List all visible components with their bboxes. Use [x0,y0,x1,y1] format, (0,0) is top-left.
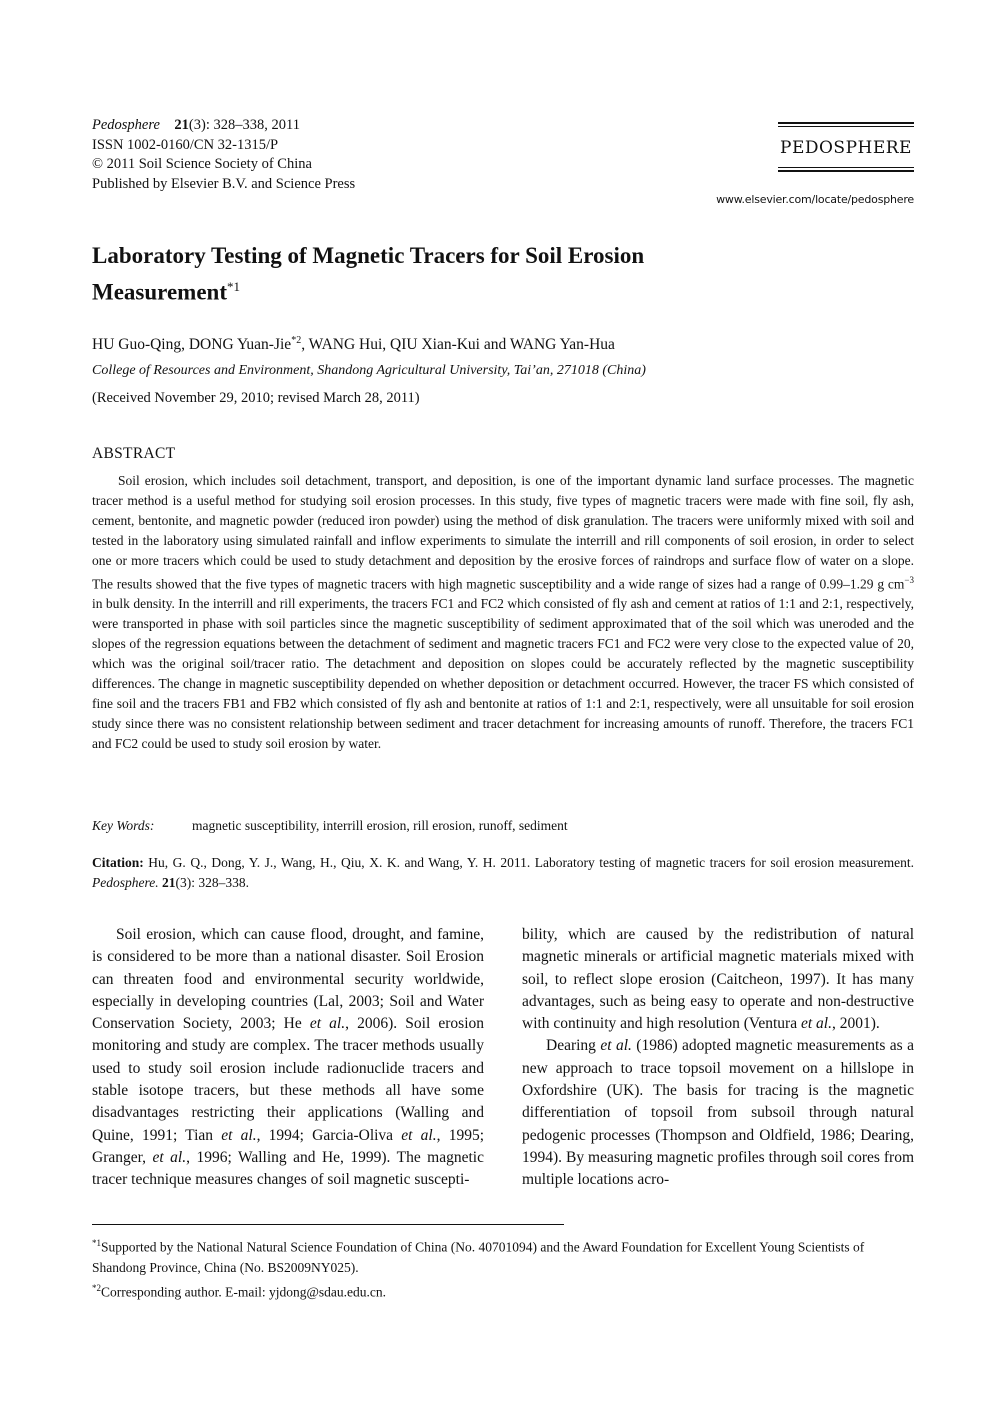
citation [92,853,914,893]
logo-rule-bottom-thin [778,167,914,168]
citation-label: Citation: [92,855,144,870]
copyright-icon: © [92,156,104,173]
body-text: , 1995; Granger, [92,1126,484,1166]
title-footnote-mark[interactable]: *1 [226,279,240,294]
body-text: bility, which are caused by the redistribution of natural magnetic minerals or artificial magnetic materials mixed with soil, to reflect slope erosion (Caitcheon, 1997). It has many advantages, such as being easy to operate and non-destructive with continuity and high resolution (Ventura [522,926,914,1033]
et-al: et al. [152,1148,187,1166]
abstract-exponent: −3 [904,574,914,585]
journal-meta [92,116,355,194]
journal-issue-pages: (3): 328–338, 2011 [188,117,300,133]
copyright-line [92,155,355,175]
citation-pages: (3): 328–338. [175,875,249,890]
affiliation: College of Resources and Environment, Shandong Agricultural University, Tai’an, 271018 (China) [92,363,646,378]
body-text: (1986) adopted magnetic measurements as a new approach to trace topsoil movement on a hillslope in Oxfordshire (UK). The basis for tracing is the magnetic differentiation of topsoil from subsoil through natural pedogenic processes (Thompson and Oldfield, 1986; Dearing, 1994). By measuring magnetic profiles through soil cores from multiple locations acro- [522,1037,915,1189]
citation-journal: Pedosphere. [92,875,159,890]
journal-volume: 21 [174,117,189,133]
received-dates: (Received November 29, 2010; revised March 28, 2011) [92,390,420,406]
keywords-text: magnetic susceptibility, interrill erosion, rill erosion, runoff, sediment [192,818,568,833]
body-text: Dearing [546,1037,596,1055]
keywords [92,818,568,834]
footnote-1-mark: *1 [92,1238,101,1248]
et-al: et al. [800,1015,832,1033]
article-title-text: Laboratory Testing of Magnetic Tracers for Soil Erosion Measurement [92,243,645,305]
article-title [92,240,732,308]
logo-rule-bottom [778,170,914,172]
footnote-1-text: Supported by the National Natural Science Foundation of China (No. 40701094) and the Award Foundation for Excellent Young Scientists of Shandong Province, China (No. BS2009NY025). [92,1239,865,1275]
body-column-left [92,924,484,1192]
issn: ISSN 1002-0160/CN 32-1315/P [92,136,279,153]
logo-rule-top [778,122,914,124]
authors-rest: , WANG Hui, QIU Xian-Kui and WANG Yan-Hua [301,336,615,354]
journal-logo [778,122,914,174]
body-text: , 1994; Garcia-Oliva [256,1126,394,1144]
abstract-body [92,471,914,754]
keywords-label: Key Words: [92,818,155,833]
body-column-right [522,924,914,1192]
logo-text: PEDOSPHERE [780,138,912,158]
body-text: , 1996; Walling and He, 1999). The magnetic tracer technique measures changes of soil magnetic suscepti- [92,1148,484,1189]
logo-rule-top-thin [778,126,914,127]
et-al: et al. [600,1037,632,1055]
abstract-text-1: Soil erosion, which includes soil detachment, transport, and deposition, is one of the important dynamic land surface processes. The magnetic tracer method is a useful method for studying soil erosion processes. In this study, five types of magnetic tracers were made with fine soil, fly ash, cement, bentonite, and magnetic powder (reduced iron powder) using the method of disk granulation. The tracers were uniformly mixed with soil and tested in the laboratory using simulated rainfall and inflow experiments to simulate the interrill and rill components of soil erosion, in order to select one or more tracers which could be used to study detachment and deposition by the erosive forces of raindrops and surface flow of water on a slope. The results showed that the five types of magnetic tracers with high magnetic susceptibility and a wide range of sizes had a range of 0.99–1.29 g cm [92,473,914,592]
abstract-text-2: in bulk density. In the interrill and rill experiments, the tracers FC1 and FC2 which consisted of fly ash and cement at ratios of 1:1 and 2:1, respectively, were transported in phase with soil particles since the magnetic susceptibility of sediment approximated that of the soil which was uneroded and the slopes of the regression equations between the detachment of sediment and magnetic tracers FC1 and FC2 were very close to the expected value of 20, which was the original soil/tracer ratio. The detachment and deposition on slopes could be accurately reflected by the magnetic susceptibility differences. The change in magnetic susceptibility depended on whether deposition or detachment occurred. However, the tracer FS which consisted of fine soil and the tracers FB1 and FB2 which consisted of fly ash and bentonite at ratios of 1:1 and 2:1, respectively, were all unsuitable for soil erosion study since there was no consistent relationship between sediment and tracer detachment for increasing amounts of runoff. Therefore, the tracers FC1 and FC2 could be used to study soil erosion by water. [92,596,914,751]
body-text: , 2001). [831,1015,880,1033]
author-footnote-mark[interactable]: *2 [291,335,302,346]
footnote-2-mark: *2 [92,1282,101,1293]
et-al: et al. [221,1126,257,1144]
footnote-divider [92,1224,564,1225]
citation-text: Hu, G. Q., Dong, Y. J., Wang, H., Qiu, X. K. and Wang, Y. H. 2011. Laboratory testing of magnetic tracers for soil erosion measurement. [148,855,914,870]
publisher: Published by Elsevier B.V. and Science Press [92,175,356,192]
authors-first: HU Guo-Qing, DONG Yuan-Jie [92,336,292,354]
body-text: , 2006). Soil erosion monitoring and study are complex. The tracer methods usually used to study soil erosion include radionuclide tracers and stable isotope tracers, but these methods all have some disadvantages restricting their applications (Walling and Quine, 1991; Tian [92,1015,485,1144]
citation-volume: 21 [161,875,176,890]
body-paragraph [92,924,484,1192]
footnote-1 [92,1233,914,1278]
body-paragraph [522,924,914,1035]
et-al: et al. [401,1126,437,1144]
journal-line [92,116,355,136]
journal-name: Pedosphere [92,117,160,133]
author-list [92,335,615,354]
footnote-2 [92,1278,914,1303]
et-al: et al. [309,1015,346,1033]
footnotes [92,1233,914,1302]
abstract-heading: ABSTRACT [92,445,176,462]
copyright-text: 2011 Soil Science Society of China [106,156,312,173]
footnote-2-text: Corresponding author. E-mail: yjdong@sdau.edu.cn. [101,1284,387,1299]
body-paragraph [522,1035,914,1191]
body-text: Soil erosion, which can cause flood, drought, and famine, is considered to be more than a national disaster. Soil Erosion can threaten food and environmental security worldwide, especially in developing countries (Lal, 2003; Soil and Water Conservation Society, 2003; He [92,926,484,1033]
journal-url-link[interactable]: www.elsevier.com/locate/pedosphere [716,193,914,206]
